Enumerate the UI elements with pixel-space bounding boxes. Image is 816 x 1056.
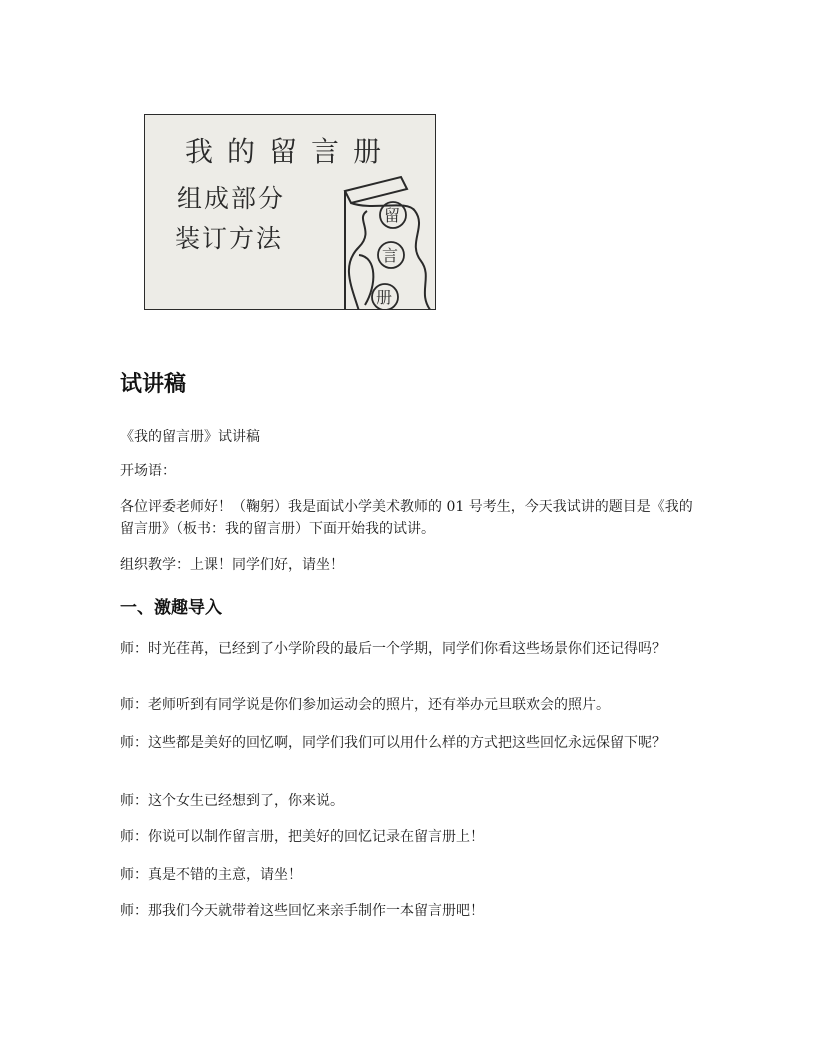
section-heading-intro: 一、激趣导入 — [120, 598, 222, 618]
hand-line-1: 组成部分 — [177, 184, 286, 213]
paragraph-lesson-title: 《我的留言册》试讲稿 — [120, 429, 260, 445]
paragraph-organize: 组织教学：上课！同学们好，请坐！ — [120, 557, 344, 573]
paragraph-teacher-6: 师：真是不错的主意，请坐！ — [120, 867, 302, 883]
page-heading: 试讲稿 — [120, 372, 187, 397]
paragraph-teacher-2: 师：老师听到有同学说是你们参加运动会的照片，还有举办元旦联欢会的照片。 — [120, 697, 610, 713]
paragraph-greeting: 各位评委老师好！（鞠躬）我是面试小学美术教师的 01 号考生，今天我试讲的题目是《我的留言册》（板书：我的留言册）下面开始我的试讲。 — [120, 499, 693, 537]
paragraph-teacher-3: 师：这些都是美好的回忆啊，同学们我们可以用什么样的方式把这些回忆永远保留下呢？ — [120, 735, 666, 751]
blackboard-sketch-photo — [144, 114, 436, 310]
book-char-2: 言 — [382, 246, 399, 265]
book-char-1: 留 — [384, 206, 401, 225]
paragraph-opening-label: 开场语： — [120, 463, 176, 479]
hand-line-2: 装订方法 — [175, 224, 284, 253]
paragraph-teacher-7: 师：那我们今天就带着这些回忆来亲手制作一本留言册吧！ — [120, 903, 484, 919]
paragraph-teacher-1: 师：时光荏苒，已经到了小学阶段的最后一个学期，同学们你看这些场景你们还记得吗？ — [120, 641, 666, 657]
hand-title: 我的留言册 — [185, 135, 396, 168]
book-char-3: 册 — [376, 288, 393, 307]
paragraph-teacher-4: 师：这个女生已经想到了，你来说。 — [120, 793, 344, 809]
paragraph-teacher-5: 师：你说可以制作留言册，把美好的回忆记录在留言册上！ — [120, 829, 484, 845]
